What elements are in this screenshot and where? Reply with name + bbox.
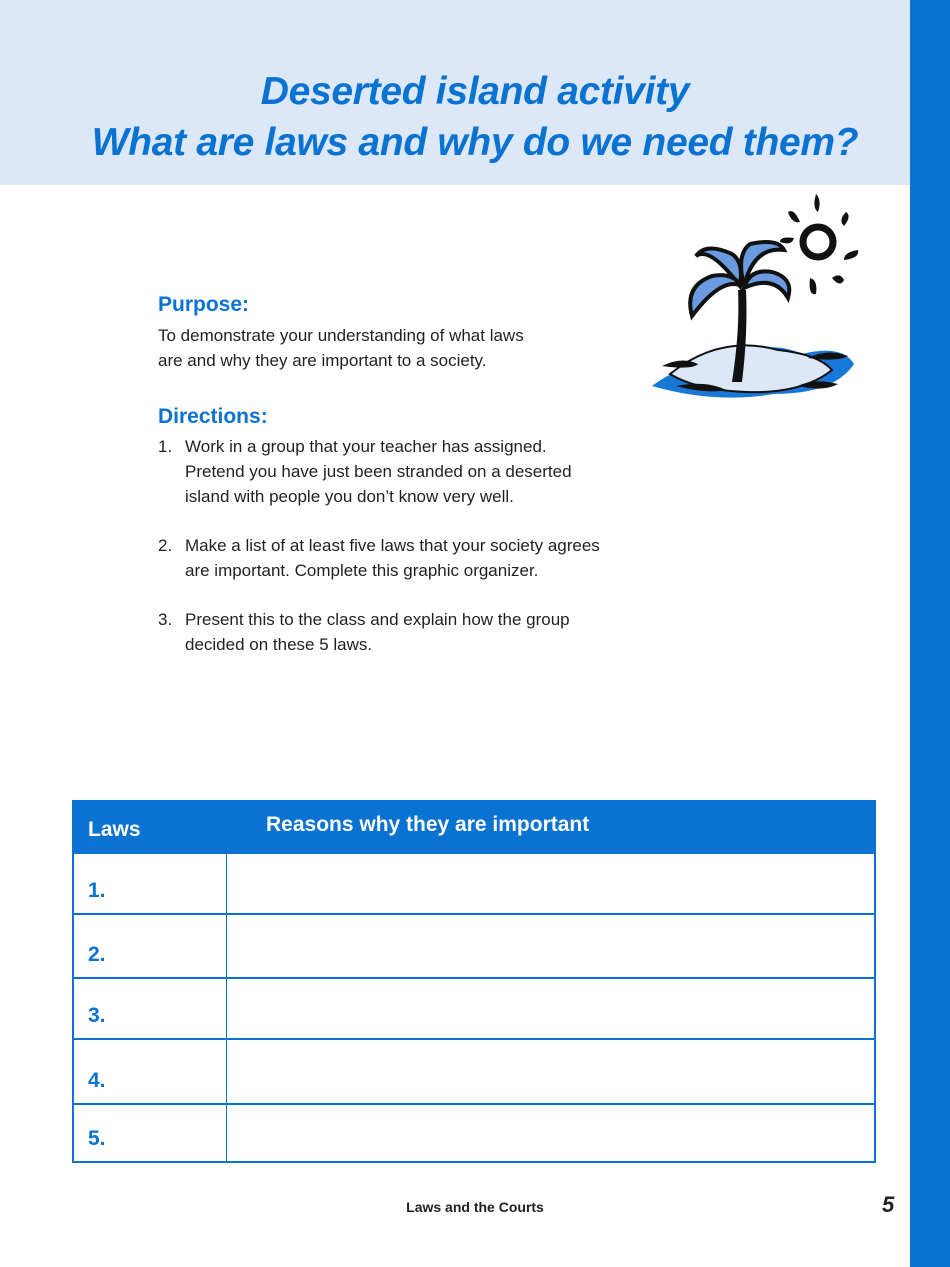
list-item — [158, 607, 678, 657]
table-row[interactable] — [74, 913, 874, 977]
purpose-line-1: To demonstrate your understanding of what laws — [158, 326, 524, 345]
purpose-text — [158, 323, 598, 373]
list-item-line: Pretend you have just been stranded on a deserted — [185, 462, 572, 481]
directions-heading: Directions: — [158, 405, 268, 428]
column-header-reasons: Reasons why they are important — [266, 813, 590, 836]
table-row[interactable] — [74, 1103, 874, 1161]
list-item-line: decided on these 5 laws. — [185, 635, 373, 654]
table-header — [74, 802, 874, 854]
row-number: 1. — [88, 879, 106, 902]
purpose-line-2: are and why they are important to a society. — [158, 351, 487, 370]
directions-list — [158, 434, 678, 681]
list-item-number: 2. — [158, 536, 173, 555]
list-item-line: are important. Complete this graphic organizer. — [185, 561, 539, 580]
purpose-heading: Purpose: — [158, 293, 250, 316]
list-item — [158, 533, 678, 583]
row-number: 5. — [88, 1127, 106, 1150]
graphic-organizer-table — [72, 800, 876, 1163]
row-number: 3. — [88, 1004, 106, 1027]
list-item-number: 3. — [158, 610, 173, 629]
title-line-2: What are laws and why do we need them? — [91, 121, 859, 164]
table-row[interactable] — [74, 854, 874, 913]
side-color-bar — [910, 0, 950, 1267]
list-item-text — [185, 434, 572, 509]
list-item-text — [185, 533, 600, 583]
list-item — [158, 434, 678, 509]
footer-title: Laws and the Courts — [406, 1199, 544, 1215]
list-item-text — [185, 607, 570, 657]
sun-icon — [780, 194, 858, 294]
row-number: 2. — [88, 943, 106, 966]
law-cell[interactable] — [74, 854, 227, 913]
list-item-line: Make a list of at least five laws that your society agrees — [185, 536, 600, 555]
list-item-line: Work in a group that your teacher has assigned. — [185, 437, 547, 456]
island-palm-sun-icon — [648, 190, 868, 410]
law-cell[interactable] — [74, 915, 227, 977]
title-line-1: Deserted island activity — [260, 70, 690, 113]
table-row[interactable] — [74, 1038, 874, 1103]
law-cell[interactable] — [74, 979, 227, 1038]
row-number: 4. — [88, 1069, 106, 1092]
list-item-number: 1. — [158, 437, 173, 456]
table-row[interactable] — [74, 977, 874, 1038]
law-cell[interactable] — [74, 1040, 227, 1103]
page-number: 5 — [882, 1192, 895, 1217]
list-item-line: Present this to the class and explain how the group — [185, 610, 570, 629]
page-title — [0, 66, 950, 168]
column-header-laws: Laws — [88, 818, 141, 841]
list-item-line: island with people you don’t know very well. — [185, 487, 514, 506]
law-cell[interactable] — [74, 1105, 227, 1161]
